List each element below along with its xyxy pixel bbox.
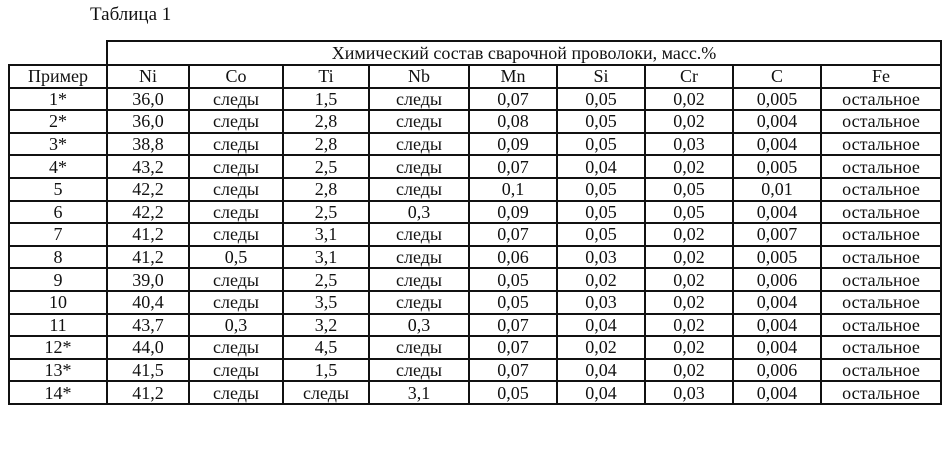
table-cell: 0,04 (557, 359, 645, 382)
table-cell: 41,5 (107, 359, 189, 382)
column-header: Co (189, 65, 283, 88)
table-cell: остальное (821, 246, 941, 269)
table-cell: остальное (821, 133, 941, 156)
table-cell: 13* (9, 359, 107, 382)
table-cell: 0,05 (557, 201, 645, 224)
table-cell: следы (369, 110, 469, 133)
table-cell: 3,2 (283, 314, 369, 337)
table-cell: 0,03 (645, 381, 733, 404)
table-cell: 0,05 (557, 110, 645, 133)
table-cell: 42,2 (107, 178, 189, 201)
table-cell: 0,004 (733, 314, 821, 337)
column-header: C (733, 65, 821, 88)
column-header-row (9, 65, 941, 88)
table-cell: 0,02 (645, 291, 733, 314)
table-cell: 0,07 (469, 223, 557, 246)
table-cell: 0,3 (189, 314, 283, 337)
table-cell: следы (189, 359, 283, 382)
table-cell: 0,03 (557, 246, 645, 269)
table-cell: 3,1 (283, 223, 369, 246)
table-cell: 41,2 (107, 381, 189, 404)
table-cell: следы (369, 336, 469, 359)
table-cell: 0,04 (557, 381, 645, 404)
table-row (9, 133, 941, 156)
table-cell: 0,02 (645, 314, 733, 337)
table-row (9, 314, 941, 337)
table-cell: 0,004 (733, 381, 821, 404)
table-row (9, 223, 941, 246)
table-row (9, 291, 941, 314)
table-cell: 43,2 (107, 155, 189, 178)
table-cell: 0,005 (733, 246, 821, 269)
table-cell: остальное (821, 110, 941, 133)
table-cell: 0,004 (733, 110, 821, 133)
table-cell: 0,05 (645, 201, 733, 224)
table-cell: остальное (821, 381, 941, 404)
table-cell: остальное (821, 223, 941, 246)
table-cell: 44,0 (107, 336, 189, 359)
column-header: Fe (821, 65, 941, 88)
table-cell: 14* (9, 381, 107, 404)
table-cell: 0,07 (469, 336, 557, 359)
table-cell: 0,05 (557, 133, 645, 156)
table-cell: 0,004 (733, 291, 821, 314)
column-header: Ti (283, 65, 369, 88)
table-cell: 0,5 (189, 246, 283, 269)
table-caption: Таблица 1 (90, 4, 172, 25)
table-cell: следы (189, 268, 283, 291)
table-cell: 0,06 (469, 246, 557, 269)
table-cell: 0,3 (369, 314, 469, 337)
table-cell: остальное (821, 88, 941, 111)
table-cell: остальное (821, 359, 941, 382)
table-cell: 0,04 (557, 314, 645, 337)
table-cell: 0,09 (469, 201, 557, 224)
table-cell: 0,1 (469, 178, 557, 201)
table-cell: 0,02 (645, 88, 733, 111)
table-cell: 0,02 (645, 110, 733, 133)
table-row (9, 88, 941, 111)
table-cell: 2* (9, 110, 107, 133)
table-cell: 0,05 (645, 178, 733, 201)
column-header: Ni (107, 65, 189, 88)
column-header: Nb (369, 65, 469, 88)
table-cell: 0,3 (369, 201, 469, 224)
table-cell: 41,2 (107, 223, 189, 246)
table-cell: 12* (9, 336, 107, 359)
table-cell: остальное (821, 336, 941, 359)
table-cell: 9 (9, 268, 107, 291)
table-cell: следы (283, 381, 369, 404)
column-header: Cr (645, 65, 733, 88)
column-header: Пример (9, 65, 107, 88)
table-cell: 1,5 (283, 359, 369, 382)
table-cell: остальное (821, 314, 941, 337)
table-cell: 2,5 (283, 268, 369, 291)
group-header-row (9, 41, 941, 65)
table-cell: 0,02 (645, 336, 733, 359)
table-cell: 10 (9, 291, 107, 314)
table-cell: 0,04 (557, 155, 645, 178)
table-cell: 0,05 (469, 381, 557, 404)
table-cell: следы (369, 133, 469, 156)
table-cell: следы (189, 381, 283, 404)
table-cell: 0,05 (557, 88, 645, 111)
table-cell: 2,5 (283, 155, 369, 178)
table-cell: 0,03 (645, 133, 733, 156)
table-cell: 0,02 (645, 359, 733, 382)
table-cell: 11 (9, 314, 107, 337)
composition-table (8, 40, 942, 405)
table-cell: 40,4 (107, 291, 189, 314)
table-cell: 2,5 (283, 201, 369, 224)
table-cell: 0,05 (469, 291, 557, 314)
table-cell: 2,8 (283, 178, 369, 201)
table-cell: 0,03 (557, 291, 645, 314)
table-cell: остальное (821, 178, 941, 201)
table-cell: следы (189, 178, 283, 201)
table-cell: 0,09 (469, 133, 557, 156)
table-cell: следы (189, 88, 283, 111)
table-cell: 0,07 (469, 155, 557, 178)
table-cell: 38,8 (107, 133, 189, 156)
table-row (9, 110, 941, 133)
table-cell: следы (189, 155, 283, 178)
table-cell: 3* (9, 133, 107, 156)
table-cell: следы (189, 336, 283, 359)
table-body (9, 88, 941, 404)
table-cell: 8 (9, 246, 107, 269)
table-cell: остальное (821, 268, 941, 291)
table-cell: 0,08 (469, 110, 557, 133)
table-cell: 4,5 (283, 336, 369, 359)
table-cell: 0,07 (469, 88, 557, 111)
header-blank-cell (9, 41, 107, 65)
table-cell: 1,5 (283, 88, 369, 111)
table-cell: 3,5 (283, 291, 369, 314)
table-row (9, 178, 941, 201)
table-cell: 0,05 (557, 223, 645, 246)
table-cell: 0,004 (733, 201, 821, 224)
table-cell: 0,01 (733, 178, 821, 201)
table-cell: 0,02 (557, 336, 645, 359)
table-cell: 43,7 (107, 314, 189, 337)
table-cell: 0,05 (469, 268, 557, 291)
table-cell: 0,02 (557, 268, 645, 291)
table-cell: 0,02 (645, 155, 733, 178)
table-cell: следы (369, 88, 469, 111)
table-cell: 36,0 (107, 110, 189, 133)
table-cell: 0,07 (469, 359, 557, 382)
table-cell: 3,1 (283, 246, 369, 269)
table-cell: следы (369, 155, 469, 178)
table-cell: 0,005 (733, 155, 821, 178)
table-cell: 2,8 (283, 110, 369, 133)
table-row (9, 246, 941, 269)
table-cell: остальное (821, 291, 941, 314)
table-row (9, 336, 941, 359)
table-cell: следы (189, 223, 283, 246)
table-cell: 7 (9, 223, 107, 246)
table-cell: следы (189, 110, 283, 133)
group-header: Химический состав сварочной проволоки, масс.% (107, 41, 941, 65)
table-row (9, 268, 941, 291)
table-cell: 0,02 (645, 246, 733, 269)
table-cell: 39,0 (107, 268, 189, 291)
table-cell: следы (369, 291, 469, 314)
table-cell: 36,0 (107, 88, 189, 111)
column-header: Mn (469, 65, 557, 88)
table-row (9, 155, 941, 178)
table-cell: следы (189, 291, 283, 314)
table-row (9, 201, 941, 224)
table-cell: следы (189, 201, 283, 224)
table-cell: 0,005 (733, 88, 821, 111)
table-cell: 4* (9, 155, 107, 178)
table-cell: остальное (821, 201, 941, 224)
table-cell: 0,004 (733, 133, 821, 156)
table-cell: 0,07 (469, 314, 557, 337)
table-cell: следы (369, 268, 469, 291)
table-cell: 0,006 (733, 359, 821, 382)
table-cell: 5 (9, 178, 107, 201)
table-cell: 0,02 (645, 268, 733, 291)
table-cell: следы (189, 133, 283, 156)
table-cell: следы (369, 359, 469, 382)
table-cell: остальное (821, 155, 941, 178)
table-cell: следы (369, 178, 469, 201)
table-cell: 42,2 (107, 201, 189, 224)
table-cell: следы (369, 223, 469, 246)
table-cell: 0,007 (733, 223, 821, 246)
table-cell: 0,02 (645, 223, 733, 246)
table-cell: следы (369, 246, 469, 269)
table-cell: 0,05 (557, 178, 645, 201)
table-cell: 6 (9, 201, 107, 224)
table-row (9, 359, 941, 382)
table-cell: 3,1 (369, 381, 469, 404)
column-header: Si (557, 65, 645, 88)
table-cell: 0,006 (733, 268, 821, 291)
table-cell: 41,2 (107, 246, 189, 269)
table-cell: 2,8 (283, 133, 369, 156)
table-cell: 0,004 (733, 336, 821, 359)
table-row (9, 381, 941, 404)
table-cell: 1* (9, 88, 107, 111)
